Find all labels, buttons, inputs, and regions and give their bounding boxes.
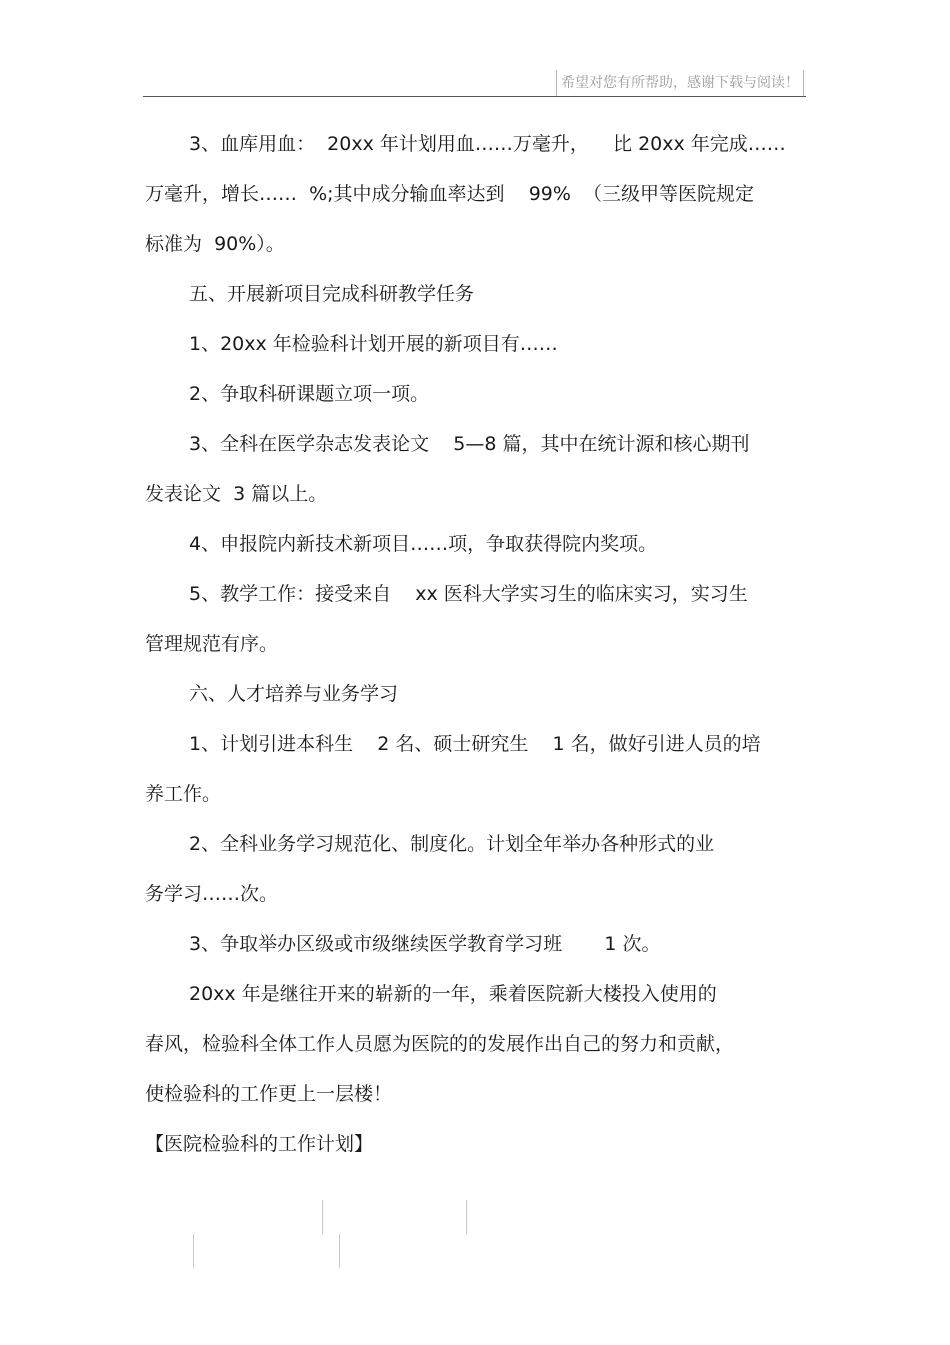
paragraph-line: 使检验科的工作更上一层楼！ [145,1083,393,1105]
paragraph-line: 4、申报院内新技术新项目……项，争取获得院内奖项。 [189,533,658,555]
paragraph-line: 3、全科在医学杂志发表论文 5—8 篇，其中在统计源和核心期刊 [189,433,750,455]
paragraph-line: 万毫升，增长…… %;其中成分输血率达到 99% （三级甲等医院规定 [145,183,755,205]
paragraph-line: 5、教学工作：接受来自 xx 医科大学实习生的临床实习，实习生 [189,583,748,605]
paragraph-line: 2、争取科研课题立项一项。 [189,383,430,405]
header-rule [143,96,806,97]
paragraph-line: 2、全科业务学习规范化、制度化。计划全年举办各种形式的业 [189,833,715,855]
paragraph-line: 3、血库用血： 20xx 年计划用血……万毫升， 比 20xx 年完成…… [189,133,786,155]
document-body [145,119,800,1169]
paragraph-line: 五、开展新项目完成科研教学任务 [189,283,475,305]
scan-mark [339,1234,340,1268]
scan-mark [466,1200,467,1234]
scan-mark [193,1234,194,1268]
paragraph-line: 【医院检验科的工作计划】 [145,1133,374,1155]
paragraph-line: 1、20xx 年检验科计划开展的新项目有…… [189,333,558,355]
paragraph-line: 养工作。 [145,783,222,805]
paragraph-line: 20xx 年是继往开来的崭新的一年，乘着医院新大楼投入使用的 [189,983,717,1005]
paragraph-line: 1、计划引进本科生 2 名、硕士研究生 1 名，做好引进人员的培 [189,733,761,755]
paragraph-line: 春风，检验科全体工作人员愿为医院的的发展作出自己的努力和贡献， [145,1033,735,1055]
scan-mark [322,1200,323,1234]
paragraph-line: 标准为 90%）。 [145,233,285,255]
paragraph-line: 3、争取举办区级或市级继续医学教育学习班 1 次。 [189,933,661,955]
header-note: 希望对您有所帮助，感谢下载与阅读！ [556,70,804,96]
paragraph-line: 发表论文 3 篇以上。 [145,483,328,505]
paragraph-line: 管理规范有序。 [145,633,279,655]
paragraph-line: 六、人才培养与业务学习 [189,683,399,705]
paragraph-line: 务学习……次。 [145,883,279,905]
